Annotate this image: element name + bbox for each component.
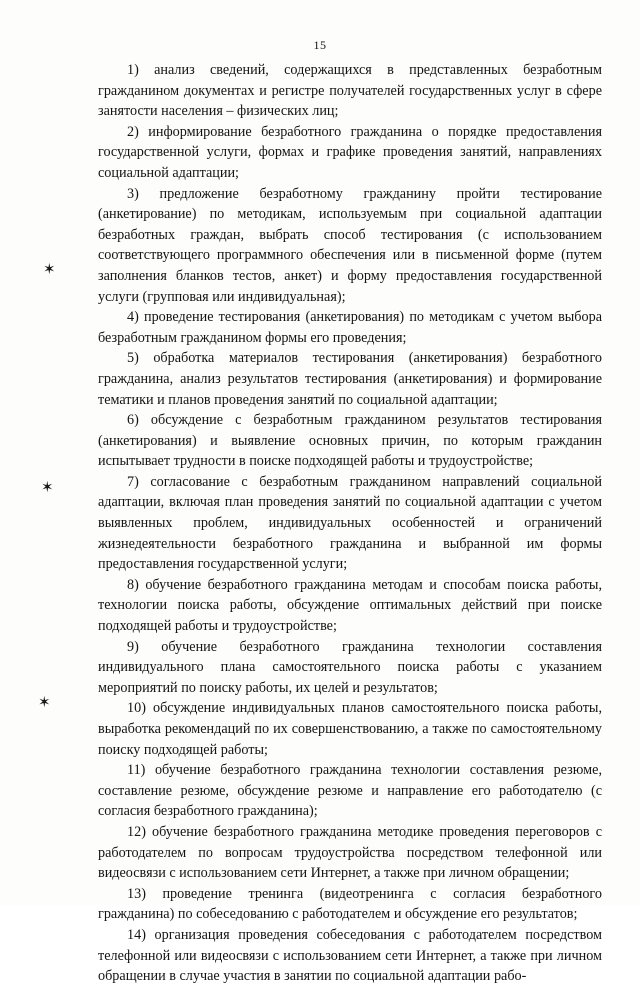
list-item-10: 10) обсуждение индивидуальных планов самостоятельного поиска работы, выработка рекомендаций по их совершенствованию, а также по самостоятельному поиску подходящей работы; <box>98 700 602 758</box>
list-item-9: 9) обучение безработного гражданина технологии составления индивидуального плана самостоятельного поиска работы с указанием мероприятий по поиску работы, их целей и результатов; <box>98 638 602 696</box>
scan-speck-mark: ✶ <box>41 478 54 496</box>
document-body <box>98 60 602 987</box>
list-item-14: 14) организация проведения собеседования с работодателем посредством телефонной или видеосвязи с использованием сети Интернет, а также при личном обращении в случае участия в занятии по социальной адаптации рабо- <box>98 926 602 985</box>
list-item-6: 6) обсуждение с безработным гражданином результатов тестирования (анкетирования) и выявление основных причин, по которым гражданин испытывает трудности в поиске подходящей работы и трудоустройстве; <box>98 412 602 470</box>
list-item-12: 12) обучение безработного гражданина методике проведения переговоров с работодателем по вопросам трудоустройства посредством телефонной или видеосвязи с использованием сети Интернет, а также при личном обращении; <box>98 823 602 882</box>
scan-speck-mark: ✶ <box>38 693 51 711</box>
list-item-7: 7) согласование с безработным гражданином направлений социальной адаптации, включая план проведения занятий по социальной адаптации с учетом выявленных проблем, индивидуальных особенностей и ограничений жизнедеятельности безработного гражданина и выбранной им формы предоставления государственной услуги; <box>98 473 602 573</box>
list-item-8: 8) обучение безработного гражданина методам и способам поиска работы, технологии поиска работы, обсуждение оптимальных действий при поиске подходящей работы и трудоустройстве; <box>98 576 602 635</box>
list-item-3: 3) предложение безработному гражданину пройти тестирование (анкетирование) по методикам, используемым при социальной адаптации безработных граждан, выбрать способ тестирования (с использованием соответствующего программного обеспечения или в письменной форме (путем заполнения бланков тестов, анкет) и форму предоставления государственной услуги (групповая или индивидуальная); <box>98 185 602 305</box>
scan-speck-mark: ✶ <box>43 260 56 278</box>
list-item-13: 13) проведение тренинга (видеотренинга с согласия безработного гражданина) по собеседованию с работодателем и обсуждение его результатов; <box>98 885 602 923</box>
list-item-2: 2) информирование безработного гражданина о порядке предоставления государственной услуги, формах и графике проведения занятий, направлениях социальной адаптации; <box>98 123 602 181</box>
list-item-1: 1) анализ сведений, содержащихся в представленных безработным гражданином документах и регистре получателей государственных услуг в сфере занятости населения – физических лиц; <box>98 62 602 120</box>
list-item-11: 11) обучение безработного гражданина технологии составления резюме, составление резюме, обсуждение резюме и направление его работодателю (с согласия безработного гражданина); <box>98 762 602 820</box>
list-item-5: 5) обработка материалов тестирования (анкетирования) безработного гражданина, анализ результатов тестирования (анкетирования) и формирование тематики и планов проведения занятий по социальной адаптации; <box>98 350 602 408</box>
list-item-4: 4) проведение тестирования (анкетирования) по методикам с учетом выбора безработным гражданином формы его проведения; <box>98 309 602 346</box>
page-number: 15 <box>313 38 327 52</box>
